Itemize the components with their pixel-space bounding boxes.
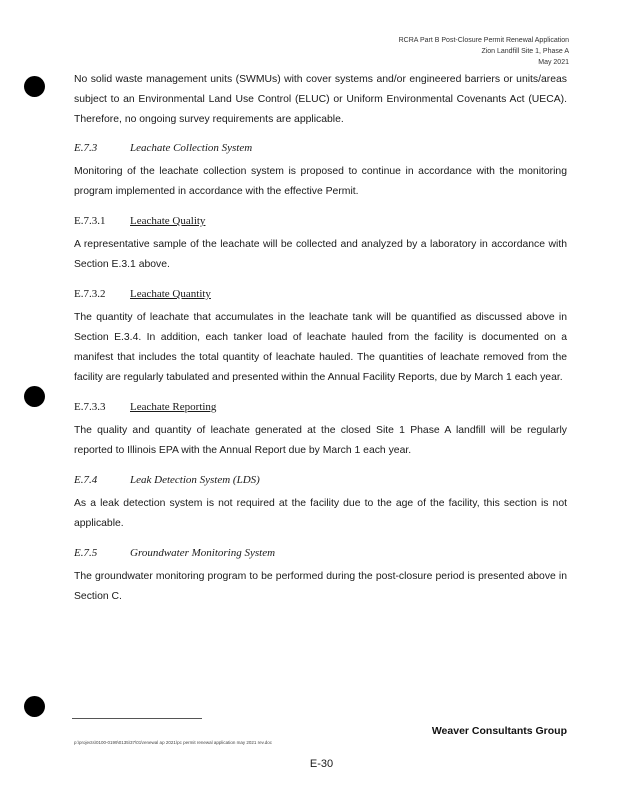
section-number: E.7.3.2 — [74, 288, 106, 300]
paragraph-e75: The groundwater monitoring program to be performed during the post-closure period is presented above in Section C. — [74, 571, 567, 602]
section-number: E.7.5 — [74, 547, 98, 559]
paragraph-e74: As a leak detection system is not required at the facility due to the age of the facility, this section is not applicable. — [74, 498, 567, 529]
paragraph-e731: A representative sample of the leachate will be collected and analyzed by a laboratory in accordance with Section E.3.1 above. — [74, 239, 567, 270]
header-date: May 2021 — [538, 59, 569, 66]
section-number: E.7.3.1 — [74, 215, 106, 227]
page-body — [74, 70, 567, 616]
section-title: Leak Detection System (LDS) — [130, 474, 260, 486]
footer-divider — [72, 718, 202, 719]
header-site-name: Zion Landfill Site 1, Phase A — [481, 48, 569, 55]
header-document-title: RCRA Part B Post-Closure Permit Renewal Application — [398, 37, 569, 44]
section-number: E.7.4 — [74, 474, 98, 486]
section-title: Groundwater Monitoring System — [130, 547, 276, 559]
paragraph-e73: Monitoring of the leachate collection system is proposed to continue in accordance with the monitoring program implemented in accordance with the effective Permit. — [74, 166, 567, 197]
page-header — [399, 35, 569, 68]
section-heading-e732 — [74, 284, 567, 304]
footer-file-path: p:\projects\0100-0199\0135\37\01\renewal ap 2021\pc permit renewal application may 2021 rev.doc — [74, 740, 273, 745]
page-number: E-30 — [309, 758, 334, 770]
binder-hole-top — [24, 76, 45, 97]
binder-hole-bottom — [24, 696, 45, 717]
section-title: Leachate Reporting — [130, 401, 217, 413]
section-title: Leachate Quality — [130, 215, 206, 227]
section-heading-e731 — [74, 211, 567, 231]
binder-hole-middle — [24, 386, 45, 407]
section-number: E.7.3 — [74, 142, 98, 154]
section-title: Leachate Quantity — [130, 288, 211, 300]
section-heading-e73 — [74, 138, 567, 158]
section-heading-e75 — [74, 543, 567, 563]
intro-paragraph: No solid waste management units (SWMUs) with cover systems and/or engineered barriers or units/areas subject to an Environmental Land Use Control (ELUC) or Uniform Environmental Covenants Act (UECA). Therefore, no ongoing survey requirements are applicable. — [74, 74, 567, 125]
footer-company-name: Weaver Consultants Group — [431, 725, 567, 737]
section-heading-e74 — [74, 470, 567, 490]
paragraph-e733: The quality and quantity of leachate generated at the closed Site 1 Phase A landfill will be regularly reported to Illinois EPA with the Annual Report due by March 1 each year. — [74, 425, 567, 456]
section-heading-e733 — [74, 397, 567, 417]
section-number: E.7.3.3 — [74, 401, 106, 413]
section-title: Leachate Collection System — [130, 142, 253, 154]
paragraph-e732: The quantity of leachate that accumulates in the leachate tank will be quantified as discussed above in Section E.3.4. In addition, each tanker load of leachate hauled from the facility is documented on a manifest that includes the total quantity of leachate hauled. The quantities of leachate removed from the facility are regularly tabulated and presented within the Annual Facility Reports, due by March 1 each year. — [74, 312, 567, 383]
